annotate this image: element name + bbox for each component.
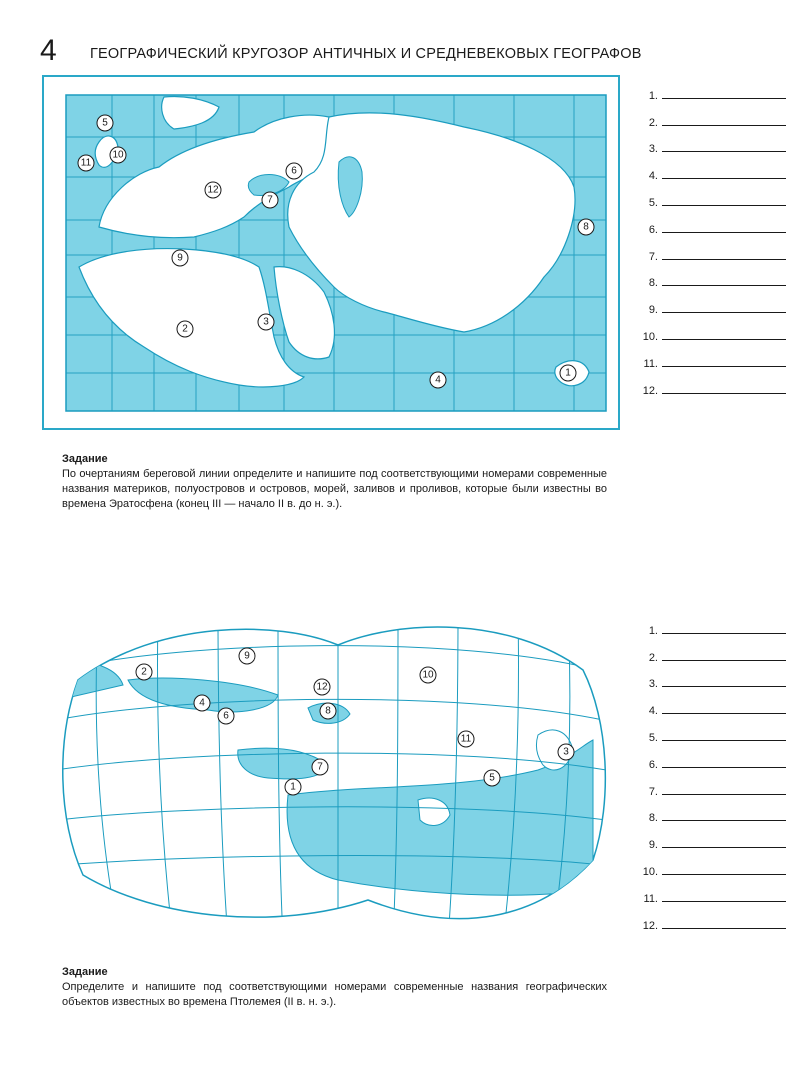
- answer-line[interactable]: [636, 610, 786, 637]
- map2-marker-8: [320, 703, 336, 719]
- answer-blank[interactable]: [662, 141, 786, 152]
- answer-number: 8.: [648, 277, 658, 290]
- svg-text:9: 9: [177, 252, 183, 264]
- answer-blank[interactable]: [662, 356, 786, 367]
- svg-text:8: 8: [583, 221, 589, 233]
- map2-answer-lines: [636, 610, 786, 932]
- svg-text:12: 12: [207, 184, 219, 196]
- page-title: ГЕОГРАФИЧЕСКИЙ КРУГОЗОР АНТИЧНЫХ И СРЕДНЕВЕКОВЫХ ГЕОГРАФОВ: [90, 46, 642, 62]
- ptolemy-map: [38, 600, 610, 945]
- answer-blank[interactable]: [662, 88, 786, 99]
- map1-marker-12: [205, 182, 221, 198]
- map1-marker-9: [172, 250, 188, 266]
- ptolemy-map-svg: [38, 600, 610, 945]
- answer-blank[interactable]: [662, 730, 786, 741]
- answer-number: 9.: [648, 304, 658, 317]
- answer-line[interactable]: [636, 717, 786, 744]
- answer-number: 9.: [648, 839, 658, 852]
- map2-task: [62, 965, 607, 1010]
- answer-line[interactable]: [636, 236, 786, 263]
- answer-number: 12.: [642, 384, 658, 397]
- svg-text:8: 8: [325, 705, 331, 717]
- answer-line[interactable]: [636, 155, 786, 182]
- answer-number: 5.: [648, 731, 658, 744]
- svg-text:10: 10: [422, 669, 434, 681]
- answer-blank[interactable]: [662, 222, 786, 233]
- svg-text:7: 7: [267, 194, 273, 206]
- answer-blank[interactable]: [662, 383, 786, 394]
- answer-line[interactable]: [636, 370, 786, 397]
- answer-number: 6.: [648, 223, 658, 236]
- task-heading: Задание: [62, 453, 108, 465]
- answer-number: 8.: [648, 812, 658, 825]
- answer-number: 2.: [648, 651, 658, 664]
- answer-line[interactable]: [636, 744, 786, 771]
- answer-blank[interactable]: [662, 195, 786, 206]
- answer-number: 4.: [648, 705, 658, 718]
- answer-number: 6.: [648, 758, 658, 771]
- answer-number: 5.: [648, 196, 658, 209]
- answer-line[interactable]: [636, 129, 786, 156]
- map1-marker-10: [110, 147, 126, 163]
- map2-marker-4: [194, 695, 210, 711]
- answer-line[interactable]: [636, 690, 786, 717]
- map2-marker-10: [420, 667, 436, 683]
- svg-text:11: 11: [460, 733, 472, 745]
- map1-answer-lines: [636, 75, 786, 397]
- svg-text:1: 1: [565, 367, 571, 379]
- answer-blank[interactable]: [662, 302, 786, 313]
- answer-blank[interactable]: [662, 703, 786, 714]
- answer-blank[interactable]: [662, 918, 786, 929]
- answer-line[interactable]: [636, 75, 786, 102]
- map2-marker-9: [239, 648, 255, 664]
- svg-text:2: 2: [141, 666, 147, 678]
- answer-blank[interactable]: [662, 810, 786, 821]
- map2-marker-2: [136, 664, 152, 680]
- answer-blank[interactable]: [662, 837, 786, 848]
- map2-marker-6: [218, 708, 234, 724]
- answer-number: 11.: [643, 357, 658, 370]
- answer-number: 10.: [642, 865, 658, 878]
- answer-line[interactable]: [636, 798, 786, 825]
- map2-marker-5: [484, 770, 500, 786]
- answer-number: 12.: [642, 919, 658, 932]
- svg-text:1: 1: [290, 781, 296, 793]
- map1-marker-2: [177, 321, 193, 337]
- answer-line[interactable]: [636, 664, 786, 691]
- answer-blank[interactable]: [662, 784, 786, 795]
- task-text: По очертаниям береговой линии определите и напишите под соответствующими номерами современные названия материков, полуостровов и островов, морей, заливов и проливов, которые были известны во времена Эратосфена (конец III — начало II в. до н. э.).: [62, 468, 607, 510]
- answer-line[interactable]: [636, 343, 786, 370]
- answer-number: 7.: [648, 250, 658, 263]
- answer-number: 3.: [648, 678, 658, 691]
- map1-marker-4: [430, 372, 446, 388]
- svg-text:3: 3: [563, 746, 569, 758]
- answer-blank[interactable]: [662, 275, 786, 286]
- map1-marker-6: [286, 163, 302, 179]
- svg-text:6: 6: [291, 165, 297, 177]
- map1-marker-8: [578, 219, 594, 235]
- svg-text:12: 12: [316, 681, 328, 693]
- task-heading: Задание: [62, 966, 108, 978]
- answer-blank[interactable]: [662, 864, 786, 875]
- answer-line[interactable]: [636, 263, 786, 290]
- answer-line[interactable]: [636, 851, 786, 878]
- svg-text:5: 5: [489, 772, 495, 784]
- answer-blank[interactable]: [662, 891, 786, 902]
- eratosthenes-map: [42, 75, 620, 430]
- answer-line[interactable]: [636, 878, 786, 905]
- svg-text:9: 9: [244, 650, 250, 662]
- svg-text:5: 5: [102, 117, 108, 129]
- svg-text:4: 4: [435, 374, 441, 386]
- map2-marker-3: [558, 744, 574, 760]
- svg-text:11: 11: [80, 157, 92, 169]
- map2-marker-12: [314, 679, 330, 695]
- answer-line[interactable]: [636, 905, 786, 932]
- answer-blank[interactable]: [662, 329, 786, 340]
- answer-number: 3.: [648, 143, 658, 156]
- svg-text:10: 10: [112, 149, 124, 161]
- map1-marker-7: [262, 192, 278, 208]
- page-number: 4: [40, 34, 57, 67]
- map1-marker-1: [560, 365, 576, 381]
- answer-line[interactable]: [636, 316, 786, 343]
- svg-text:3: 3: [263, 316, 269, 328]
- answer-line[interactable]: [636, 824, 786, 851]
- map1-marker-5: [97, 115, 113, 131]
- answer-line[interactable]: [636, 102, 786, 129]
- map1-marker-3: [258, 314, 274, 330]
- svg-text:2: 2: [182, 323, 188, 335]
- answer-blank[interactable]: [662, 757, 786, 768]
- task-text: Определите и напишите под соответствующими номерами современные названия географических объектов известных во времена Птолемея (II в. н. э.).: [62, 981, 607, 1008]
- answer-line[interactable]: [636, 182, 786, 209]
- answer-blank[interactable]: [662, 650, 786, 661]
- answer-number: 10.: [642, 330, 658, 343]
- svg-text:6: 6: [223, 710, 229, 722]
- svg-text:4: 4: [199, 697, 205, 709]
- eratosthenes-map-svg: [44, 77, 618, 428]
- map2-marker-7: [312, 759, 328, 775]
- answer-number: 11.: [643, 892, 658, 905]
- answer-line[interactable]: [636, 637, 786, 664]
- answer-number: 1.: [648, 89, 658, 102]
- map2-marker-1: [285, 779, 301, 795]
- answer-blank[interactable]: [662, 249, 786, 260]
- map1-task: [62, 452, 607, 512]
- answer-number: 2.: [648, 116, 658, 129]
- svg-text:7: 7: [317, 761, 323, 773]
- map1-marker-11: [78, 155, 94, 171]
- map2-marker-11: [458, 731, 474, 747]
- answer-blank[interactable]: [662, 115, 786, 126]
- answer-number: 7.: [648, 785, 658, 798]
- answer-blank[interactable]: [662, 676, 786, 687]
- answer-line[interactable]: [636, 209, 786, 236]
- answer-blank[interactable]: [662, 623, 786, 634]
- answer-line[interactable]: [636, 771, 786, 798]
- answer-line[interactable]: [636, 289, 786, 316]
- answer-blank[interactable]: [662, 168, 786, 179]
- answer-number: 4.: [648, 170, 658, 183]
- answer-number: 1.: [648, 624, 658, 637]
